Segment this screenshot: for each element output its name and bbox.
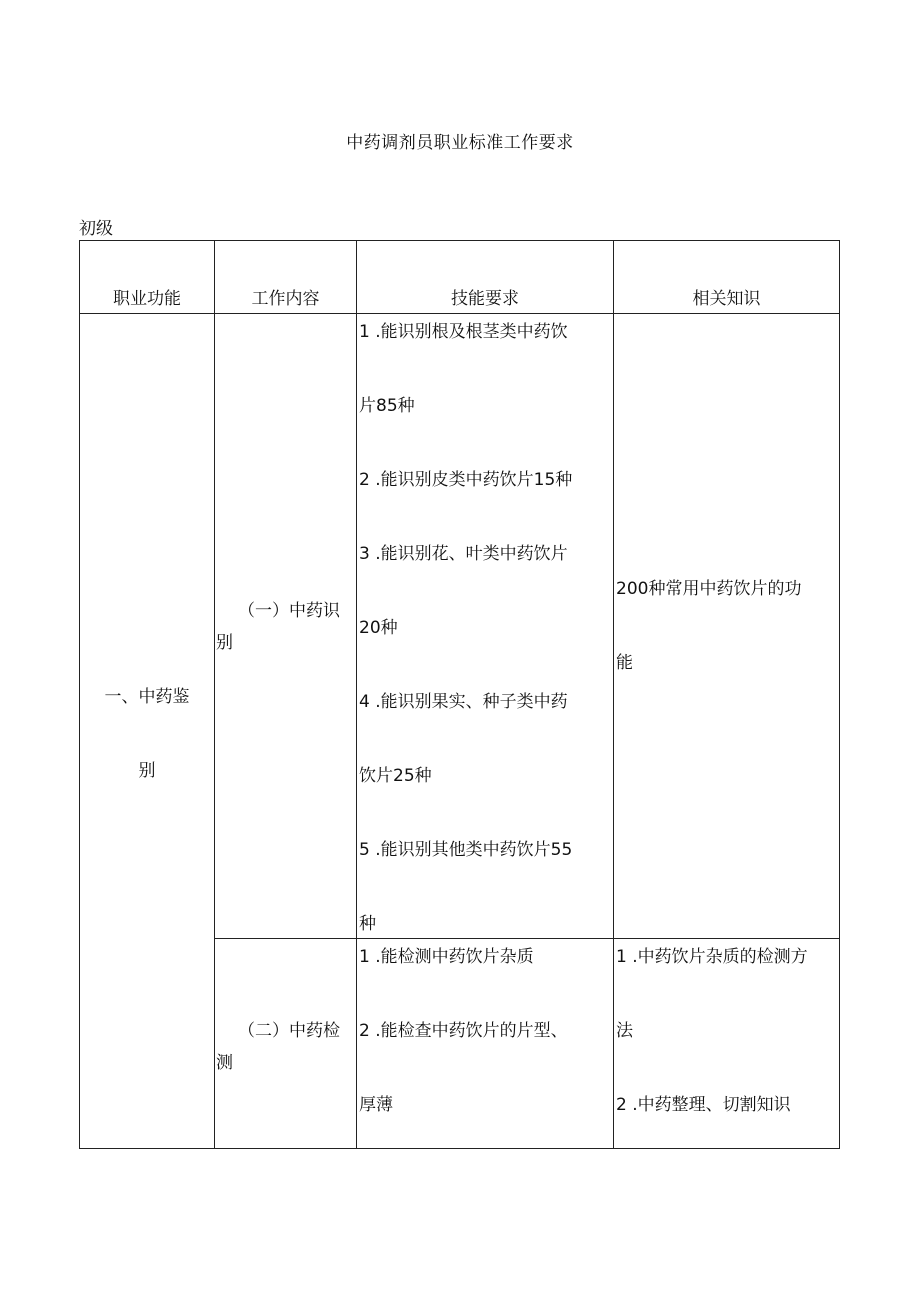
header-cell-content: [214, 240, 356, 313]
list-item: 2 .能识别皮类中药饮片15种: [359, 470, 573, 490]
knowledge-cell-1: [613, 313, 840, 938]
document-title: 中药调剂员职业标准工作要求: [346, 133, 574, 153]
list-item: 1 .中药饮片杂质的检测方: [616, 947, 808, 967]
header-skills: 技能要求: [451, 289, 519, 309]
knowledge-list-2: [616, 920, 837, 1142]
level-label: 初级: [79, 219, 113, 239]
header-content: 工作内容: [251, 289, 320, 309]
list-item: 5 .能识别其他类中药饮片55: [359, 840, 573, 860]
function-cell: [79, 313, 214, 1149]
content-cell-2: [214, 938, 356, 1149]
list-item: 200种常用中药饮片的功: [616, 579, 802, 599]
list-item: 2 .能检查中药饮片的片型、: [359, 1021, 568, 1041]
list-item: 1 .能识别根及根茎类中药饮: [359, 322, 568, 342]
function-label: [80, 660, 214, 808]
list-item: 厚薄: [359, 1095, 393, 1115]
content-text-2: （二）中药检测: [216, 1021, 340, 1073]
header-function: 职业功能: [113, 289, 181, 309]
skills-list-1: [359, 295, 611, 961]
function-label-line1: 一、中药鉴: [104, 687, 190, 707]
function-label-line2: 别: [138, 761, 156, 781]
list-item: 4 .能识别果实、种子类中药: [359, 692, 568, 712]
header-cell-knowledge: [613, 240, 840, 313]
list-item: 20种: [359, 618, 398, 638]
list-item: 1 .能检测中药饮片杂质: [359, 947, 534, 967]
list-item: 种: [359, 914, 376, 934]
knowledge-list-1: [616, 552, 837, 700]
knowledge-cell-2: [613, 938, 840, 1149]
header-cell-function: [79, 240, 214, 313]
header-knowledge: 相关知识: [692, 289, 761, 309]
content-cell-1: [214, 313, 356, 938]
skills-list-2: [359, 920, 611, 1142]
list-item: 饮片25种: [359, 766, 432, 786]
skills-cell-1: [356, 313, 613, 938]
skills-cell-2: [356, 938, 613, 1149]
list-item: 能: [616, 653, 633, 673]
list-item: 片85种: [359, 396, 415, 416]
list-item: 法: [616, 1021, 633, 1041]
list-item: 2 .中药整理、切割知识: [616, 1095, 791, 1115]
standards-table: [79, 240, 840, 1149]
content-text-1: （一）中药识别: [216, 601, 340, 653]
list-item: 3 .能识别花、叶类中药饮片: [359, 544, 568, 564]
